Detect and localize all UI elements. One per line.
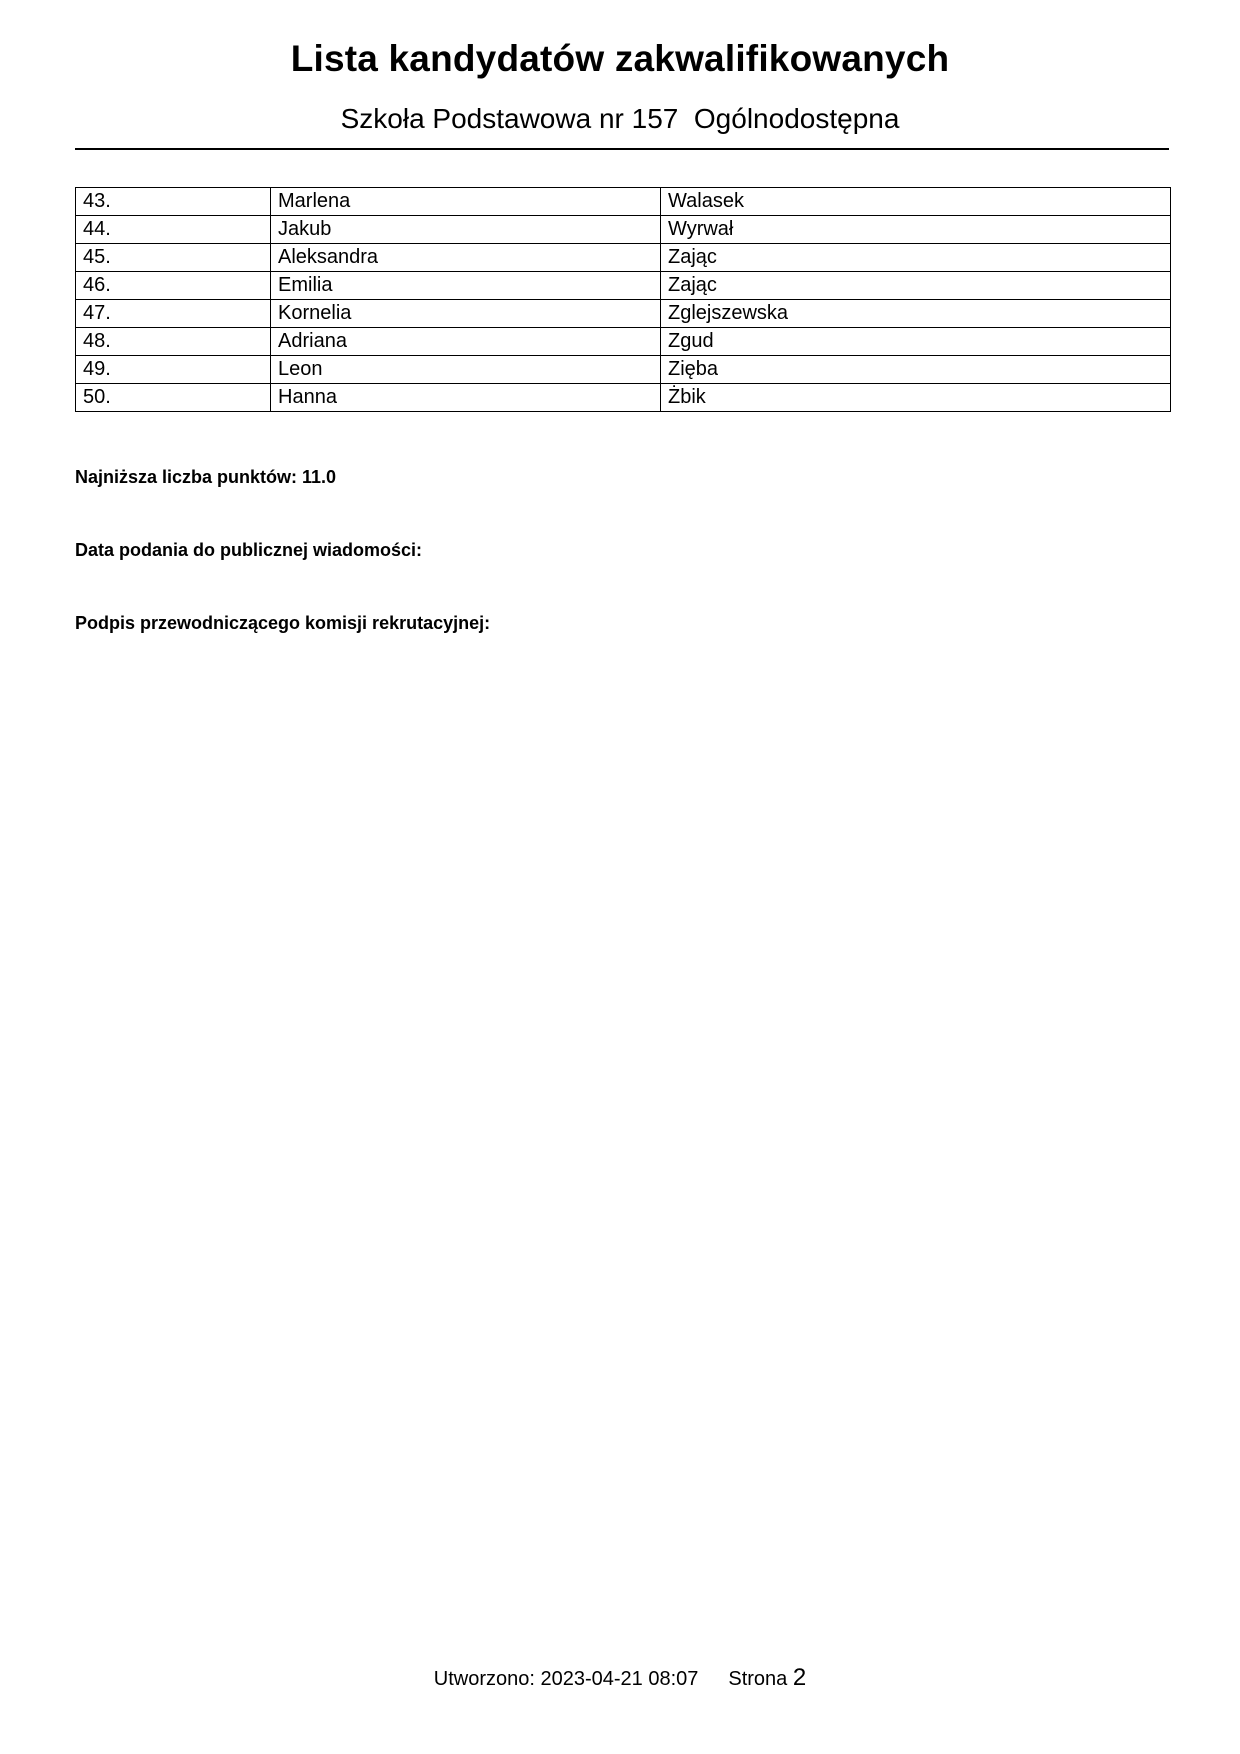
row-number: 45. (76, 244, 271, 272)
table-row (76, 300, 1171, 328)
first-name: Hanna (271, 384, 661, 412)
page-title: Lista kandydatów zakwalifikowanych (290, 38, 950, 79)
table-row (76, 356, 1171, 384)
table-row (76, 328, 1171, 356)
created-timestamp: Utworzono: 2023-04-21 08:07 (433, 1668, 699, 1690)
page-footer (0, 1664, 1240, 1692)
header-divider (75, 148, 1169, 150)
last-name: Zglejszewska (661, 300, 1171, 328)
table-row (76, 188, 1171, 216)
first-name: Marlena (271, 188, 661, 216)
first-name: Emilia (271, 272, 661, 300)
first-name: Leon (271, 356, 661, 384)
table-row (76, 244, 1171, 272)
last-name: Zgud (661, 328, 1171, 356)
last-name: Żbik (661, 384, 1171, 412)
last-name: Wyrwał (661, 216, 1171, 244)
min-points-text: Najniższa liczba punktów: 11.0 (75, 467, 337, 487)
signature-label: Podpis przewodniczącego komisji rekrutacyjnej: (75, 613, 491, 633)
candidates-table (75, 187, 1171, 412)
last-name: Zięba (661, 356, 1171, 384)
publication-date-label: Data podania do publicznej wiadomości: (75, 540, 423, 560)
page-number: 2 (792, 1664, 807, 1691)
last-name: Zając (661, 244, 1171, 272)
first-name: Kornelia (271, 300, 661, 328)
page-label: Strona (728, 1668, 788, 1690)
row-number: 49. (76, 356, 271, 384)
table-row (76, 216, 1171, 244)
last-name: Walasek (661, 188, 1171, 216)
table-row (76, 272, 1171, 300)
row-number: 46. (76, 272, 271, 300)
row-number: 43. (76, 188, 271, 216)
first-name: Adriana (271, 328, 661, 356)
first-name: Aleksandra (271, 244, 661, 272)
school-name: Szkoła Podstawowa nr 157 Ogólnodostępna (340, 103, 900, 134)
row-number: 44. (76, 216, 271, 244)
first-name: Jakub (271, 216, 661, 244)
last-name: Zając (661, 272, 1171, 300)
row-number: 47. (76, 300, 271, 328)
row-number: 50. (76, 384, 271, 412)
table-row (76, 384, 1171, 412)
row-number: 48. (76, 328, 271, 356)
